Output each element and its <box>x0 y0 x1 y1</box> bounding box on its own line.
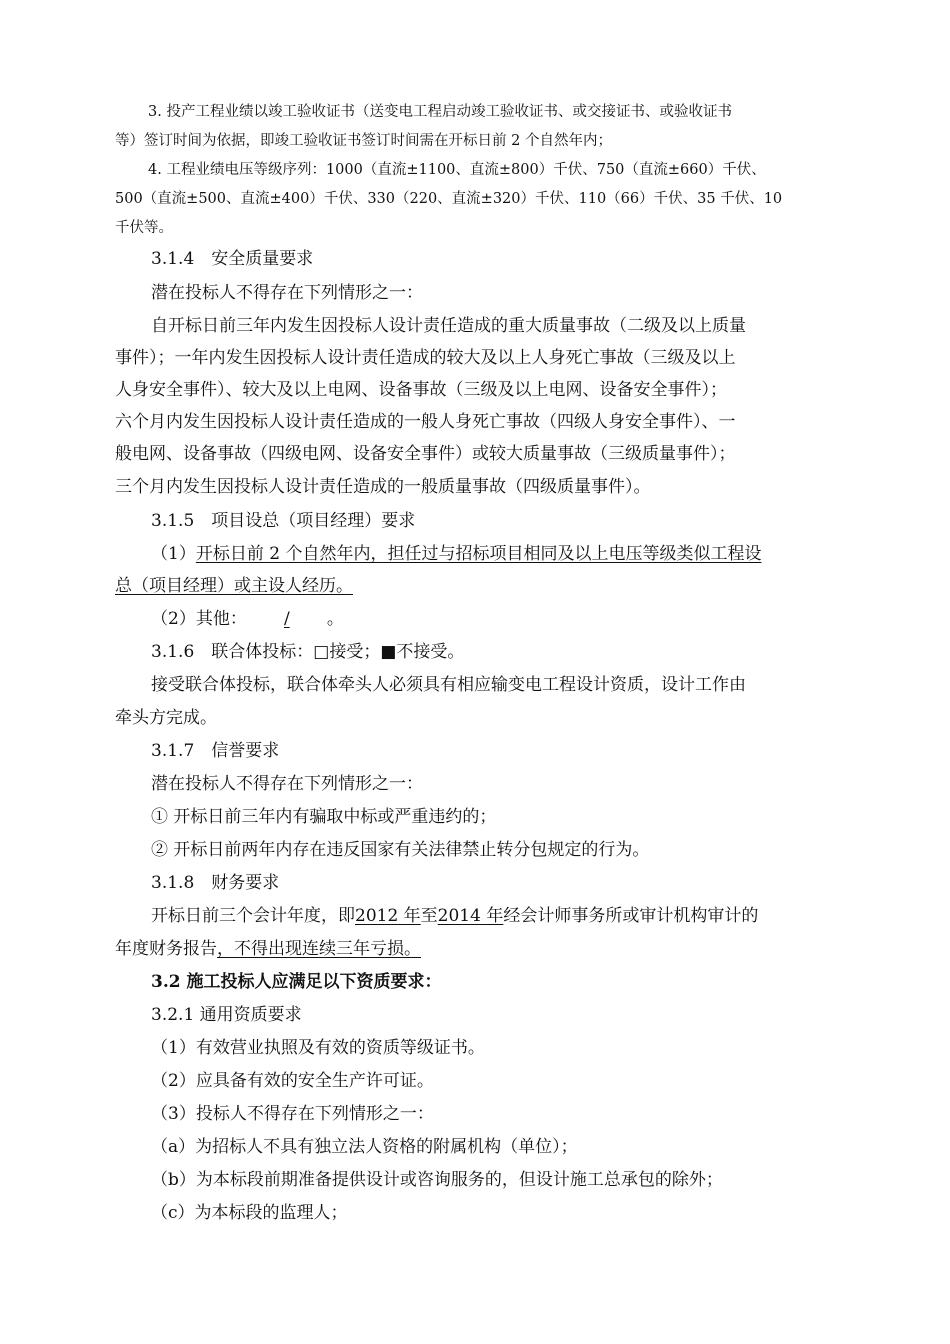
text-run: 经会计师事务所或审计机构审计的 <box>503 906 759 926</box>
text-run: 年度财务报告 <box>115 939 217 959</box>
list-item: ① 开标日前三年内有骗取中标或严重违约的； <box>151 807 497 827</box>
paragraph-line: 潜在投标人不得存在下列情形之一： <box>151 774 423 794</box>
paragraph-line <box>151 607 344 631</box>
punctuation: 。 <box>326 609 344 629</box>
paragraph-line: 六个月内发生因投标人设计责任造成的一般人身死亡事故（四级人身安全事件）、一 <box>115 412 736 432</box>
paragraph-line <box>151 904 758 928</box>
list-item: （1）有效营业执照及有效的资质等级证书。 <box>151 1038 485 1058</box>
fill-blank: / <box>283 609 290 629</box>
underlined-requirement: 开标日前 2 个自然年内，担任过与招标项目相同及以上电压等级类似工程设 <box>195 544 762 564</box>
paragraph-line: 自开标日前三年内发生因投标人设计责任造成的重大质量事故（二级及以上质量 <box>151 316 746 336</box>
text-run: 至 <box>420 906 438 926</box>
list-item: ② 开标日前两年内存在违反国家有关法律禁止转分包规定的行为。 <box>151 840 650 860</box>
paragraph-line: 3. 投产工程业绩以竣工验收证书（送变电工程启动竣工验收证书、或交接证书、或验收证书 <box>148 104 732 120</box>
section-heading: 3.1.6 联合体投标：□接受；■不接受。 <box>151 642 465 662</box>
list-item: （c）为本标段的监理人； <box>151 1203 348 1223</box>
section-heading: 3.1.8 财务要求 <box>151 873 280 893</box>
section-title: 3.2 施工投标人应满足以下资质要求： <box>151 972 442 992</box>
paragraph-line: 三个月内发生因投标人设计责任造成的一般质量事故（四级质量事件）。 <box>115 477 651 497</box>
section-heading: 3.1.4 安全质量要求 <box>151 249 314 269</box>
item-number: （1） <box>151 544 196 564</box>
paragraph-line: 4. 工程业绩电压等级序列：1000（直流±1100、直流±800）千伏、750（直流±660）千伏、 <box>148 162 766 178</box>
paragraph-line: 等）签订时间为依据，即竣工验收证书签订时间需在开标日前 2 个自然年内； <box>115 133 612 149</box>
list-item: （b）为本标段前期准备提供设计或咨询服务的，但设计施工总承包的除外； <box>151 1170 723 1190</box>
list-item: （2）应具备有效的安全生产许可证。 <box>151 1071 434 1091</box>
section-heading: 3.1.7 信誉要求 <box>151 741 280 761</box>
year-start: 2012 年 <box>355 906 421 926</box>
item-label: （2）其他： <box>151 609 247 629</box>
section-heading: 3.1.5 项目设总（项目经理）要求 <box>151 511 416 531</box>
list-item: （a）为招标人不具有独立法人资格的附属机构（单位）； <box>151 1137 578 1157</box>
underlined-requirement: 总（项目经理）或主设人经历。 <box>115 576 353 596</box>
underlined-requirement: ，不得出现连续三年亏损。 <box>217 939 421 959</box>
paragraph-line <box>115 937 421 961</box>
paragraph-line: 千伏等。 <box>115 220 173 236</box>
text-run: 开标日前三个会计年度，即 <box>151 906 355 926</box>
paragraph-line: 潜在投标人不得存在下列情形之一： <box>151 283 423 303</box>
paragraph-line: 事件）；一年内发生因投标人设计责任造成的较大及以上人身死亡事故（三级及以上 <box>115 348 736 368</box>
paragraph-line <box>151 542 761 566</box>
year-end: 2014 年 <box>437 906 504 926</box>
paragraph-line: 般电网、设备事故（四级电网、设备安全事件）或较大质量事故（三级质量事件）； <box>115 444 736 464</box>
paragraph-line: 人身安全事件）、较大及以上电网、设备事故（三级及以上电网、设备安全事件）； <box>115 380 727 400</box>
paragraph-line <box>115 574 353 598</box>
paragraph-line: 牵头方完成。 <box>115 708 217 728</box>
list-item: （3）投标人不得存在下列情形之一： <box>151 1104 434 1124</box>
section-heading: 3.2.1 通用资质要求 <box>151 1005 302 1025</box>
paragraph-line: 接受联合体投标，联合体牵头人必须具有相应输变电工程设计资质，设计工作由 <box>151 675 746 695</box>
paragraph-line: 500（直流±500、直流±400）千伏、330（220、直流±320）千伏、110（66）千伏、35 千伏、10 <box>115 191 783 207</box>
